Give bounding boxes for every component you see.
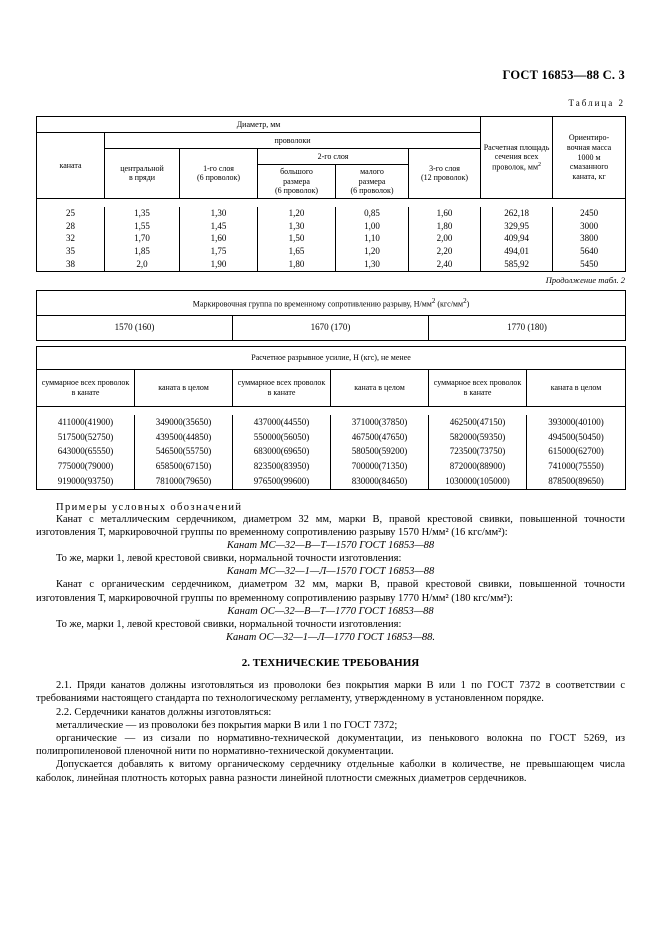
cell-mass: 5450 <box>553 258 626 271</box>
subheader-whole-2: каната в целом <box>331 369 429 406</box>
example-paragraph-3: Канат с органическим сердечником, диаметром 32 мм, марки В, правой крестовой свивки, повышенной точности изготовления Т, маркировочной группы по временному сопротивлению разрыву 1770 Н/мм² (180 кгс/мм²): <box>36 579 625 604</box>
cell-layer2-big: 1,80 <box>258 258 336 271</box>
tech-requirements-heading: 2. ТЕХНИЧЕСКИЕ ТРЕБОВАНИЯ <box>241 657 420 670</box>
cell-layer2-small: 1,10 <box>336 232 409 245</box>
example-paragraph-4: То же, марки 1, левой крестовой свивки, нормальной точности изготовления: <box>56 618 402 630</box>
table-row <box>37 444 626 459</box>
header-diameter: Диаметр, мм <box>37 117 481 133</box>
example-designation-4: Канат ОС—32—1—Л—1770 ГОСТ 16853—88. <box>226 632 435 644</box>
cell-force: 830000(84650) <box>331 474 429 489</box>
examples-title: Примеры условных обозначений <box>56 501 243 513</box>
table-diameters <box>36 116 626 272</box>
example-paragraph-1: Канат с металлическим сердечником, диаметром 32 мм, марки В, правой крестовой свивки, повышенной точности изготовления Т, маркировочной группы по временному сопротивлению разрыву 1570 Н/мм² (16 кгс/мм²): <box>36 513 625 538</box>
cell-force: 393000(40100) <box>527 415 626 430</box>
page-content <box>36 116 625 785</box>
subheader-sum-2: суммарное всех проволок в канате <box>233 369 331 406</box>
cell-layer2-big: 1,30 <box>258 220 336 233</box>
table-marking-groups <box>36 290 626 341</box>
cell-layer2-big: 1,20 <box>258 207 336 220</box>
table-row <box>37 474 626 489</box>
tech-paragraph-2-2-a: металлические — из проволоки без покрытия марки В или 1 по ГОСТ 7372; <box>56 719 398 731</box>
cell-layer1: 1,30 <box>180 207 258 220</box>
cell-central: 1,70 <box>105 232 180 245</box>
cell-group-2: 1670 (170) <box>233 315 429 340</box>
cell-area: 262,18 <box>481 207 553 220</box>
subheader-sum-3: суммарное всех проволок в канате <box>429 369 527 406</box>
cell-force: 582000(59350) <box>429 430 527 445</box>
table-row <box>37 220 626 233</box>
table-row <box>37 207 626 220</box>
cell-mass: 5640 <box>553 245 626 258</box>
cell-force: 643000(65550) <box>37 444 135 459</box>
cell-area: 409,94 <box>481 232 553 245</box>
cell-force: 741000(75550) <box>527 459 626 474</box>
tech-paragraph-2-1: 2.1. Пряди канатов должны изготовляться из проволоки без покрытия марки В или 1 по ГОСТ 7372 в соответствии с требованиями настоящего стандарта по технологическому регламенту, утвержденному в установленном порядке. <box>36 680 625 705</box>
cell-layer3: 2,40 <box>409 258 481 271</box>
cell-layer2-small: 0,85 <box>336 207 409 220</box>
header-layer1: 1-го слоя (6 проволок) <box>180 149 258 199</box>
cell-layer2-small: 1,20 <box>336 245 409 258</box>
cell-layer1: 1,45 <box>180 220 258 233</box>
cell-force: 781000(79650) <box>135 474 233 489</box>
cell-force: 349000(35650) <box>135 415 233 430</box>
table-row <box>37 346 626 369</box>
cell-force: 919000(93750) <box>37 474 135 489</box>
cell-layer3: 1,80 <box>409 220 481 233</box>
subheader-whole-1: каната в целом <box>135 369 233 406</box>
cell-area: 329,95 <box>481 220 553 233</box>
header-rope: каната <box>37 133 105 199</box>
tech-paragraph-2-2: 2.2. Сердечники канатов должны изготовляться: <box>56 706 272 718</box>
cell-group-1: 1570 (160) <box>37 315 233 340</box>
table-row <box>37 369 626 406</box>
cell-layer3: 2,00 <box>409 232 481 245</box>
cell-layer2-big: 1,50 <box>258 232 336 245</box>
cell-force: 371000(37850) <box>331 415 429 430</box>
cell-force: 462500(47150) <box>429 415 527 430</box>
header-central: центральной в пряди <box>105 149 180 199</box>
cell-force: 439500(44850) <box>135 430 233 445</box>
example-designation-3: Канат ОС—32—В—Т—1770 ГОСТ 16853—88 <box>227 605 434 617</box>
example-paragraph-2: То же, марки 1, левой крестовой свивки, нормальной точности изготовления: <box>56 553 402 565</box>
cell-force: 775000(79000) <box>37 459 135 474</box>
cell-mass: 3800 <box>553 232 626 245</box>
header-mass: Ориентиро- вочная масса 1000 м смазанного каната, кг <box>553 117 626 199</box>
cell-layer1: 1,60 <box>180 232 258 245</box>
cell-central: 1,55 <box>105 220 180 233</box>
cell-mass: 3000 <box>553 220 626 233</box>
cell-force: 658500(67150) <box>135 459 233 474</box>
tech-paragraph-2-2-b: органические — из сизали по нормативно-технической документации, из пенькового волокна по ГОСТ 5269, из полипропиленовой пленочной нити по нормативно-технической документации. <box>36 732 625 758</box>
header-area: Расчетная площадь сечения всех проволок, $мм^2$ <box>481 117 553 199</box>
header-wires: проволоки <box>105 133 481 149</box>
cell-central: 1,85 <box>105 245 180 258</box>
cell-force: 437000(44550) <box>233 415 331 430</box>
cell-force: 517500(52750) <box>37 430 135 445</box>
header-layer3: 3-го слоя (12 проволок) <box>409 149 481 199</box>
cell-layer2-big: 1,65 <box>258 245 336 258</box>
cell-layer1: 1,75 <box>180 245 258 258</box>
table-row-spacer <box>37 406 626 415</box>
cell-force: 976500(99600) <box>233 474 331 489</box>
cell-force: 550000(56050) <box>233 430 331 445</box>
cell-force: 878500(89650) <box>527 474 626 489</box>
cell-group-3: 1770 (180) <box>429 315 626 340</box>
cell-force: 700000(71350) <box>331 459 429 474</box>
cell-force: 615000(62700) <box>527 444 626 459</box>
example-designation-1: Канат МС—32—В—Т—1570 ГОСТ 16853—88 <box>226 540 435 552</box>
cell-rope: 32 <box>37 232 105 245</box>
cell-mass: 2450 <box>553 207 626 220</box>
cell-rope: 38 <box>37 258 105 271</box>
cell-central: 1,35 <box>105 207 180 220</box>
table-row <box>37 290 626 315</box>
subheader-whole-3: каната в целом <box>527 369 626 406</box>
cell-force: 683000(69650) <box>233 444 331 459</box>
cell-layer2-small: 1,30 <box>336 258 409 271</box>
cell-force: 823500(83950) <box>233 459 331 474</box>
header-layer2-small: малого размера (6 проволок) <box>336 165 409 199</box>
cell-layer1: 1,90 <box>180 258 258 271</box>
cell-layer2-small: 1,00 <box>336 220 409 233</box>
header-breaking-force: Расчетное разрывное усилие, Н (кгс), не менее <box>37 346 626 369</box>
cell-force: 1030000(105000) <box>429 474 527 489</box>
subheader-sum-1: суммарное всех проволок в канате <box>37 369 135 406</box>
page-header: ГОСТ 16853—88 С. 3 <box>502 68 625 82</box>
tech-paragraph-2-3: Допускается добавлять к витому органическому сердечнику отдельные каболки в количестве, не превышающем числа каболок, линейная плотность которых равна разности линейной плотности смежных диаметров сердечников. <box>36 759 625 784</box>
example-designation-2: Канат МС—32—1—Л—1570 ГОСТ 16853—88 <box>226 566 435 578</box>
cell-force: 546500(55750) <box>135 444 233 459</box>
cell-force: 580500(59200) <box>331 444 429 459</box>
table-row <box>37 430 626 445</box>
table-row <box>37 117 626 133</box>
table-row <box>37 258 626 271</box>
table-row <box>37 232 626 245</box>
cell-force: 872000(88900) <box>429 459 527 474</box>
table-row <box>37 459 626 474</box>
cell-force: 723500(73750) <box>429 444 527 459</box>
cell-layer3: 1,60 <box>409 207 481 220</box>
cell-force: 411000(41900) <box>37 415 135 430</box>
table-breaking-force <box>36 346 626 490</box>
table-caption: Таблица 2 <box>568 98 625 108</box>
cell-force: 494500(50450) <box>527 430 626 445</box>
cell-layer3: 2,20 <box>409 245 481 258</box>
header-layer2: 2-го слоя <box>258 149 409 165</box>
header-layer2-big: большого размера (6 проволок) <box>258 165 336 199</box>
continuation-note: Продолжение табл. 2 <box>545 274 625 285</box>
cell-rope: 35 <box>37 245 105 258</box>
header-marking-group: Маркировочная группа по временному сопротивлению разрыву, $Н/мм^2$ $(кгс/мм^2)$ <box>37 290 626 315</box>
table-row <box>37 245 626 258</box>
cell-area: 494,01 <box>481 245 553 258</box>
cell-rope: 28 <box>37 220 105 233</box>
table-row-spacer <box>37 198 626 207</box>
cell-rope: 25 <box>37 207 105 220</box>
table-row <box>37 415 626 430</box>
cell-force: 467500(47650) <box>331 430 429 445</box>
table-row <box>37 315 626 340</box>
cell-central: 2,0 <box>105 258 180 271</box>
cell-area: 585,92 <box>481 258 553 271</box>
